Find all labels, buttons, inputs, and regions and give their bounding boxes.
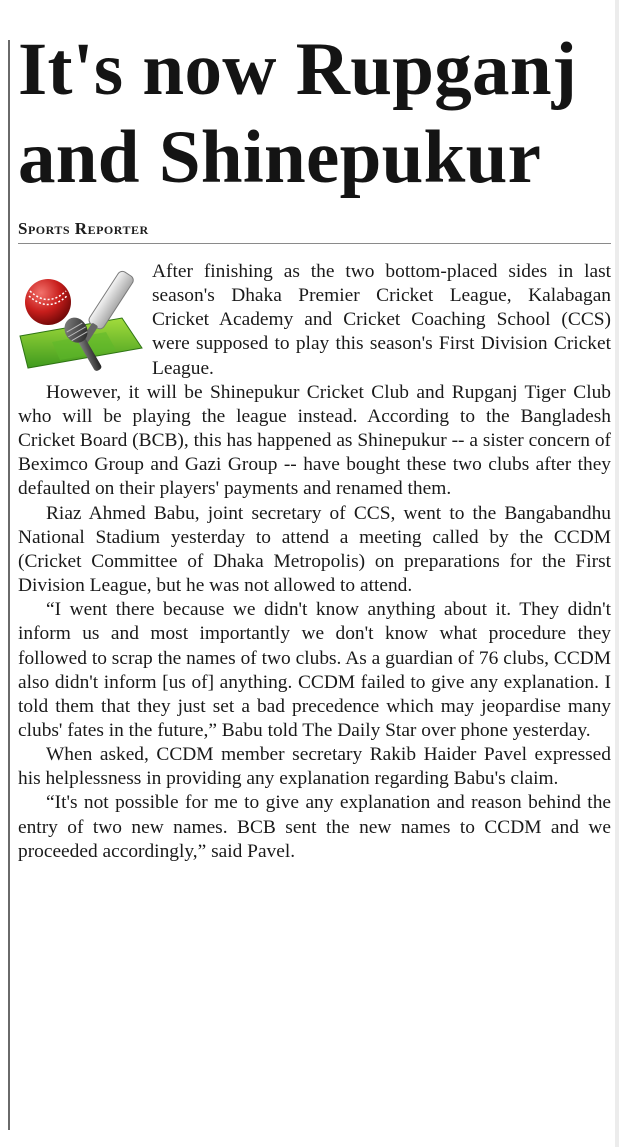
- cricket-ball-bat-microphone-icon: [14, 262, 148, 380]
- paragraph: However, it will be Shinepukur Cricket Club and Rupganj Tiger Club who will be playing the league instead. According to the Bangladesh Cricket Board (BCB), this has happened as Shinepukur -- a sister concern of Beximco Group and Gazi Group -- have bought these two clubs after they defaulted on their players' payments and renamed them.: [18, 381, 611, 500]
- paragraph: Riaz Ahmed Babu, joint secretary of CCS, went to the Bangabandhu National Stadium yesterday to attend a meeting called by the CCDM (Cricket Committee of Dhaka Metropolis) on preparations for the First Division League, but he was not allowed to attend.: [18, 502, 611, 597]
- page-edge: [615, 0, 619, 1147]
- article-body: [18, 260, 611, 864]
- headline: [18, 26, 614, 202]
- byline: Sports Reporter: [18, 219, 149, 238]
- headline-line-2: and Shinepukur: [18, 116, 542, 199]
- paragraph: When asked, CCDM member secretary Rakib Haider Pavel expressed his helplessness in providing any explanation regarding Babu's claim.: [18, 744, 611, 790]
- paragraph: After finishing as the two bottom-placed sides in last season's Dhaka Premier Cricket League, Kalabagan Cricket Academy and Cricket Coaching School (CCS) were supposed to play this season's First Division Cricket League.: [152, 261, 611, 379]
- headline-line-1: It's now Rupganj: [18, 28, 578, 111]
- paragraph: “I went there because we didn't know anything about it. They didn't inform us and most importantly we don't know what procedure they followed to scrap the names of two clubs. As a guardian of 76 clubs, CCDM also didn't inform [us of] anything. CCDM failed to give any explanation. I told them that they just set a bad precedence which may jeopardise many clubs' fates in the future,” Babu told The Daily Star over phone yesterday.: [18, 599, 611, 741]
- column-rule: [8, 40, 10, 1130]
- paragraph: “It's not possible for me to give any explanation and reason behind the entry of two new names. BCB sent the new names to CCDM and we proceeded accordingly,” said Pavel.: [18, 792, 611, 862]
- byline-divider: [18, 243, 611, 244]
